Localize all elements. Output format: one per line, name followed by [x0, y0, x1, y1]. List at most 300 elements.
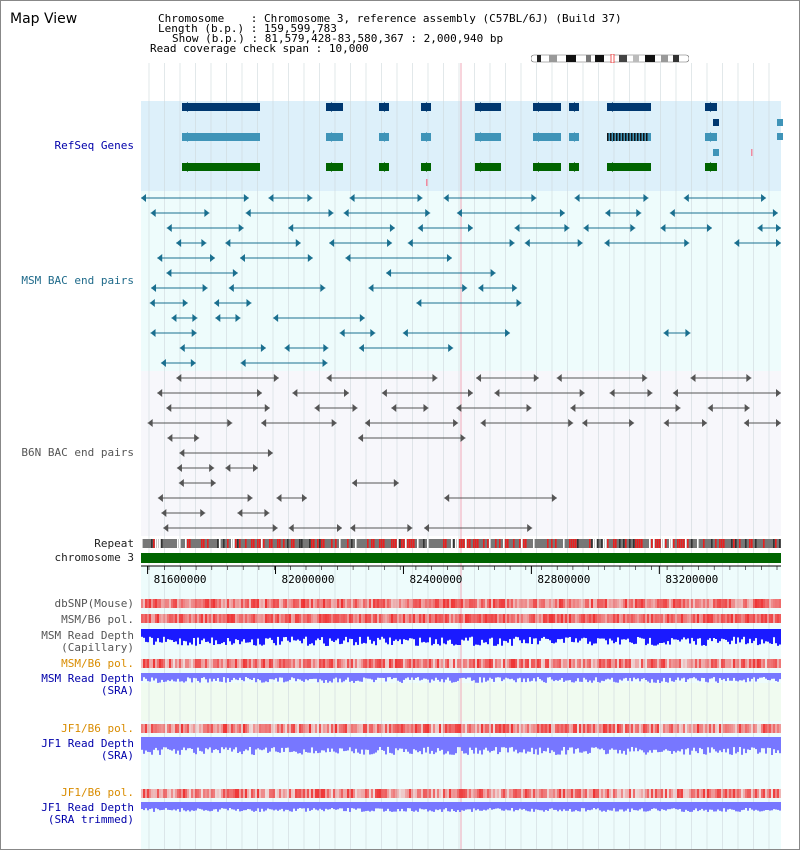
jf1-depth-bar	[217, 737, 219, 750]
repeat-mark	[239, 539, 241, 548]
jf1-trim-bar	[315, 802, 317, 810]
jf1-pol-2-cell	[597, 789, 599, 798]
jf1-depth-bar	[269, 737, 271, 752]
msm-depth-bar	[497, 629, 499, 644]
msm-pol-2-cell	[485, 659, 487, 668]
jf1-pol-cell	[405, 724, 407, 733]
dbsnp-cell	[565, 599, 567, 608]
jf1-pol-2-cell	[459, 789, 461, 798]
msm-sra-bar	[451, 673, 453, 683]
jf1-pol-cell	[771, 724, 773, 733]
repeat-mark	[547, 539, 549, 548]
jf1-depth-bar	[163, 737, 165, 747]
jf1-depth-bar	[453, 737, 455, 755]
jf1-pol-2-cell	[619, 789, 621, 798]
dbsnp-cell	[255, 599, 257, 608]
msm-pol-cell	[295, 614, 297, 623]
msm-pol-2-cell	[619, 659, 621, 668]
msm-pol-2-cell	[593, 659, 595, 668]
msm-depth-bar	[479, 629, 481, 645]
jf1-depth-bar	[211, 737, 213, 753]
jf1-trim-bar	[341, 802, 343, 808]
jf1-pol-2-cell	[377, 789, 379, 798]
dbsnp-cell	[405, 599, 407, 608]
msm-depth-bar	[199, 629, 201, 644]
msm-depth-bar	[755, 629, 757, 638]
msm-sra-bar	[167, 673, 169, 680]
msm-sra-bar	[499, 673, 501, 678]
msm-pol-2-cell	[433, 659, 435, 668]
dbsnp-cell	[685, 599, 687, 608]
jf1-depth-bar	[199, 737, 201, 751]
msm-depth-bar	[441, 629, 443, 638]
jf1-pol-2-cell	[253, 789, 255, 798]
jf1-depth-bar	[347, 737, 349, 750]
msm-pol-2-cell	[677, 659, 679, 668]
msm-depth-bar	[153, 629, 155, 645]
jf1-pol-cell	[337, 724, 339, 733]
jf1-depth-bar	[247, 737, 249, 750]
msm-sra-bar	[621, 673, 623, 681]
jf1-depth-bar	[641, 737, 643, 750]
jf1-pol-cell	[435, 724, 437, 733]
coverage-value: 10,000	[328, 42, 369, 55]
msm-depth-bar	[155, 629, 157, 642]
msm-pol-2-cell	[545, 659, 547, 668]
repeat-mark	[287, 539, 289, 548]
jf1-pol-2-cell	[147, 789, 149, 798]
msm-depth-bar	[561, 629, 563, 639]
repeat-mark	[373, 539, 375, 548]
msm-depth-bar	[335, 629, 337, 640]
dbsnp-cell	[481, 599, 483, 608]
msm-pol-cell	[515, 614, 517, 623]
dbsnp-cell	[163, 599, 165, 608]
jf1-depth-bar	[565, 737, 567, 755]
repeat-mark	[683, 539, 685, 548]
jf1-trim-bar	[675, 802, 677, 809]
chromosome-label: Chromosome	[158, 12, 225, 25]
msm-sra-bar	[681, 673, 683, 678]
jf1-depth-bar	[451, 737, 453, 755]
jf1-pol-2-cell	[319, 789, 321, 798]
tick-label: 82400000	[409, 573, 463, 586]
msm-sra-bar	[221, 673, 223, 682]
msm-pol-cell	[457, 614, 459, 623]
msm-depth-bar	[565, 629, 567, 638]
jf1-trim-bar	[211, 802, 213, 811]
jf1-trim-bar	[181, 802, 183, 808]
repeat-mark	[773, 539, 775, 548]
dbsnp-cell	[647, 599, 649, 608]
msm-pol-cell	[223, 614, 225, 623]
jf1-pol-2-cell	[553, 789, 555, 798]
jf1-pol-2-cell	[393, 789, 395, 798]
msm-sra-bar	[387, 673, 389, 677]
jf1-pol-2-cell	[411, 789, 413, 798]
jf1-pol-cell	[467, 724, 469, 733]
msm-sra-bar	[657, 673, 659, 680]
msm-pol-cell	[417, 614, 419, 623]
msm-sra-bar	[555, 673, 557, 680]
msm-sra-bar	[327, 673, 329, 683]
msm-pol-2-cell	[681, 659, 683, 668]
msm-depth-bar	[359, 629, 361, 637]
msm-pol-2-cell	[403, 659, 405, 668]
jf1-depth-bar	[359, 737, 361, 754]
msm-pol-2-cell	[513, 659, 515, 668]
jf1-pol-cell	[775, 724, 777, 733]
msm-sra-bar	[371, 673, 373, 680]
jf1-trim-bar	[165, 802, 167, 808]
jf1-pol-2-cell	[233, 789, 235, 798]
msm-pol-cell	[485, 614, 487, 623]
jf1-pol-cell	[153, 724, 155, 733]
msm-pol-2-label: MSM/B6 pol.	[61, 657, 134, 670]
msm-sra-bar	[773, 673, 775, 679]
genome-tracks[interactable]	[1, 1, 799, 849]
msm-pol-2-cell	[709, 659, 711, 668]
msm-sra-bar	[771, 673, 773, 679]
msm-pol-2-cell	[477, 659, 479, 668]
jf1-depth-bar	[665, 737, 667, 749]
msm-pol-cell	[193, 614, 195, 623]
dbsnp-cell	[677, 599, 679, 608]
dbsnp-cell	[605, 599, 607, 608]
repeat-mark	[607, 539, 609, 548]
msm-pol-cell	[357, 614, 359, 623]
msm-depth-bar	[463, 629, 465, 641]
msm-sra-bar	[335, 673, 337, 678]
msm-sra-bar	[197, 673, 199, 681]
jf1-depth-bar	[509, 737, 511, 748]
dbsnp-cell	[329, 599, 331, 608]
dbsnp-cell	[271, 599, 273, 608]
msm-depth-bar	[629, 629, 631, 642]
dbsnp-cell	[735, 599, 737, 608]
jf1-trim-bar	[375, 802, 377, 808]
repeat-mark	[495, 539, 497, 548]
dbsnp-cell	[209, 599, 211, 608]
jf1-pol-2-cell	[705, 789, 707, 798]
jf1-pol-2-cell	[413, 789, 415, 798]
jf1-pol-2-cell	[545, 789, 547, 798]
repeat-mark	[775, 539, 777, 548]
jf1-pol-cell	[769, 724, 771, 733]
msm-pol-2-cell	[469, 659, 471, 668]
repeat-mark	[629, 539, 631, 548]
repeat-mark	[499, 539, 501, 548]
jf1-trim-bar	[551, 802, 553, 808]
jf1-pol-2-cell	[223, 789, 225, 798]
msm-sra-bar	[237, 673, 239, 680]
jf1-trim-bar	[235, 802, 237, 811]
msm-sra-bar	[369, 673, 371, 679]
jf1-pol-2-cell	[335, 789, 337, 798]
msm-sra-bar	[299, 673, 301, 680]
msm-pol-2-cell	[245, 659, 247, 668]
jf1-depth-bar	[167, 737, 169, 749]
repeat-mark	[751, 539, 753, 548]
jf1-trim-bar	[215, 802, 217, 809]
jf1-depth-bar	[377, 737, 379, 750]
jf1-depth-bar	[579, 737, 581, 753]
msm-pol-2-cell	[193, 659, 195, 668]
jf1-depth-bar	[483, 737, 485, 750]
jf1-trim-bar	[379, 802, 381, 809]
jf1-pol-2-cell	[525, 789, 527, 798]
jf1-trim-bar	[281, 802, 283, 809]
jf1-trim-bar	[713, 802, 715, 812]
dbsnp-cell	[615, 599, 617, 608]
msm-depth-bar	[591, 629, 593, 645]
msm-pol-2-cell	[563, 659, 565, 668]
dbsnp-cell	[577, 599, 579, 608]
jf1-pol-cell	[677, 724, 679, 733]
dbsnp-cell	[531, 599, 533, 608]
jf1-pol-cell	[591, 724, 593, 733]
msm-sra-bar	[721, 673, 723, 680]
msm-pol-2-cell	[273, 659, 275, 668]
jf1-pol-2-cell	[517, 789, 519, 798]
jf1-pol-cell	[329, 724, 331, 733]
jf1-trim-bar	[681, 802, 683, 812]
jf1-depth-bar	[709, 737, 711, 753]
jf1-pol-2-cell	[569, 789, 571, 798]
jf1-pol-2-cell	[709, 789, 711, 798]
msm-depth-bar	[487, 629, 489, 644]
msm-depth-bar	[367, 629, 369, 637]
dbsnp-cell	[629, 599, 631, 608]
msm-sra-bar	[265, 673, 267, 681]
msm-pol-cell	[729, 614, 731, 623]
jf1-pol-cell	[585, 724, 587, 733]
msm-pol-cell	[299, 614, 301, 623]
jf1-pol-cell	[655, 724, 657, 733]
msm-pol-2-cell	[671, 659, 673, 668]
jf1-trim-bar	[355, 802, 357, 810]
dbsnp-cell	[355, 599, 357, 608]
dbsnp-cell	[197, 599, 199, 608]
msm-pol-cell	[717, 614, 719, 623]
msm-sra-bar	[743, 673, 745, 680]
jf1-pol-2-cell	[695, 789, 697, 798]
jf1-trim-bar	[515, 802, 517, 810]
jf1-depth-bar	[659, 737, 661, 752]
msm-pol-2-cell	[149, 659, 151, 668]
jf1-pol-2-cell	[605, 789, 607, 798]
repeat-mark	[153, 539, 155, 548]
msm-depth-bar	[471, 629, 473, 637]
msm-sra-bar	[401, 673, 403, 683]
length-value: 159,599,783	[263, 22, 337, 35]
repeat-mark	[423, 539, 425, 548]
msm-pol-2-cell	[241, 659, 243, 668]
jf1-trim-bar	[471, 802, 473, 812]
msm-pol-cell	[333, 614, 335, 623]
jf1-trim-bar	[163, 802, 165, 810]
msm-depth-bar	[493, 629, 495, 646]
msm-pol-cell	[179, 614, 181, 623]
jf1-pol-cell	[297, 724, 299, 733]
msm-depth-bar	[667, 629, 669, 641]
jf1-pol-cell	[413, 724, 415, 733]
jf1-depth-bar	[533, 737, 535, 754]
msm-depth-bar	[459, 629, 461, 645]
msm-pol-2-cell	[191, 659, 193, 668]
jf1-trim-bar	[667, 802, 669, 809]
msm-sra-bar	[239, 673, 241, 678]
jf1-pol-cell	[687, 724, 689, 733]
jf1-depth-bar	[625, 737, 627, 755]
jf1-pol-cell	[601, 724, 603, 733]
jf1-pol-cell	[241, 724, 243, 733]
jf1-trim-bar	[661, 802, 663, 809]
jf1-trim-bar	[259, 802, 261, 812]
jf1-pol-2-cell	[635, 789, 637, 798]
jf1-pol-cell	[593, 724, 595, 733]
jf1-depth-bar	[707, 737, 709, 747]
jf1-pol-2-cell	[747, 789, 749, 798]
msm-sra-bar	[463, 673, 465, 678]
msm-pol-2-cell	[393, 659, 395, 668]
jf1-pol-cell	[237, 724, 239, 733]
jf1-pol-2-cell	[501, 789, 503, 798]
msm-sra-bar	[289, 673, 291, 680]
repeat-mark	[383, 539, 385, 548]
msm-pol-cell	[159, 614, 161, 623]
msm-pol-2-cell	[571, 659, 573, 668]
msm-sra-bar	[603, 673, 605, 681]
dbsnp-cell	[445, 599, 447, 608]
dbsnp-cell	[511, 599, 513, 608]
msm-sra-bar	[359, 673, 361, 682]
jf1-depth-bar	[477, 737, 479, 754]
msm-depth-bar	[473, 629, 475, 646]
jf1-depth-bar	[539, 737, 541, 748]
dbsnp-cell	[495, 599, 497, 608]
msm-depth-bar	[305, 629, 307, 637]
dbsnp-cell	[259, 599, 261, 608]
msm-pol-2-cell	[235, 659, 237, 668]
msm-sra-bar	[443, 673, 445, 682]
jf1-trim-bar	[289, 802, 291, 811]
msm-sra-bar	[675, 673, 677, 680]
jf1-depth-bar	[287, 737, 289, 748]
msm-pol-cell	[251, 614, 253, 623]
msm-pol-2-cell	[181, 659, 183, 668]
jf1-pol-cell	[195, 724, 197, 733]
exon-mark	[613, 133, 615, 141]
msm-sra-bar	[677, 673, 679, 678]
jf1-depth-bar	[729, 737, 731, 754]
jf1-depth-bar	[547, 737, 549, 748]
jf1-depth-bar	[171, 737, 173, 751]
jf1-pol-cell	[333, 724, 335, 733]
msm-sra-bar	[357, 673, 359, 681]
repeat-mark	[321, 539, 323, 548]
msm-depth-bar	[481, 629, 483, 640]
msm-pol-cell	[419, 614, 421, 623]
msm-pol-cell	[621, 614, 623, 623]
msm-sra-bar	[261, 673, 263, 683]
dbsnp-cell	[459, 599, 461, 608]
msm-pol-cell	[529, 614, 531, 623]
dbsnp-cell	[513, 599, 515, 608]
msm-sra-bar	[421, 673, 423, 680]
msm-sra-bar	[613, 673, 615, 682]
jf1-depth-bar	[439, 737, 441, 751]
msm-pol-2-cell	[169, 659, 171, 668]
dbsnp-cell	[649, 599, 651, 608]
repeat-mark	[259, 539, 261, 548]
jf1-pol-2-cell	[291, 789, 293, 798]
jf1-trim-bar	[157, 802, 159, 809]
jf1-trim-bar	[239, 802, 241, 811]
jf1-depth-bar	[283, 737, 285, 752]
dbsnp-cell	[339, 599, 341, 608]
jf1-depth-bar	[475, 737, 477, 748]
jf1-trim-bar	[717, 802, 719, 810]
msm-pol-2-cell	[743, 659, 745, 668]
dbsnp-cell	[349, 599, 351, 608]
dbsnp-cell	[655, 599, 657, 608]
msm-depth-bar	[495, 629, 497, 646]
msm-pol-cell	[427, 614, 429, 623]
dbsnp-cell	[741, 599, 743, 608]
jf1-pol-2-cell	[177, 789, 179, 798]
msm-pol-2-cell	[379, 659, 381, 668]
jf1-depth-bar	[325, 737, 327, 752]
jf1-trim-bar	[759, 802, 761, 812]
jf1-trim-bar	[175, 802, 177, 811]
jf1-trim-bar	[767, 802, 769, 810]
msm-pol-2-cell	[427, 659, 429, 668]
msm-depth-bar	[273, 629, 275, 643]
jf1-trim-bar	[201, 802, 203, 810]
msm-sra-bar	[159, 673, 161, 683]
msm-pol-2-cell	[413, 659, 415, 668]
jf1-depth-bar	[387, 737, 389, 747]
msm-pol-cell	[671, 614, 673, 623]
jf1-pol-2-cell	[419, 789, 421, 798]
msm-depth-bar	[283, 629, 285, 637]
jf1-pol-2-cell	[207, 789, 209, 798]
dbsnp-cell	[391, 599, 393, 608]
msm-pol-cell	[367, 614, 369, 623]
jf1-pol-2-cell	[567, 789, 569, 798]
repeat-mark	[735, 539, 737, 548]
msm-pol-cell	[603, 614, 605, 623]
msm-pol-2-cell	[531, 659, 533, 668]
jf1-depth-bar	[395, 737, 397, 748]
msm-depth-bar	[385, 629, 387, 643]
jf1-depth-bar	[515, 737, 517, 750]
repeat-mark	[523, 539, 525, 548]
jf1-trim-bar	[761, 802, 763, 811]
jf1-depth-bar	[495, 737, 497, 747]
dbsnp-cell	[599, 599, 601, 608]
tick-label: 82000000	[281, 573, 335, 586]
msm-pol-cell	[597, 614, 599, 623]
msm-depth-bar	[621, 629, 623, 640]
jf1-pol-2-cell	[295, 789, 297, 798]
jf1-pol-2-cell	[467, 789, 469, 798]
jf1-pol-cell	[575, 724, 577, 733]
msm-sra-bar	[393, 673, 395, 678]
msm-pol-2-cell	[345, 659, 347, 668]
jf1-trim-bar	[625, 802, 627, 811]
